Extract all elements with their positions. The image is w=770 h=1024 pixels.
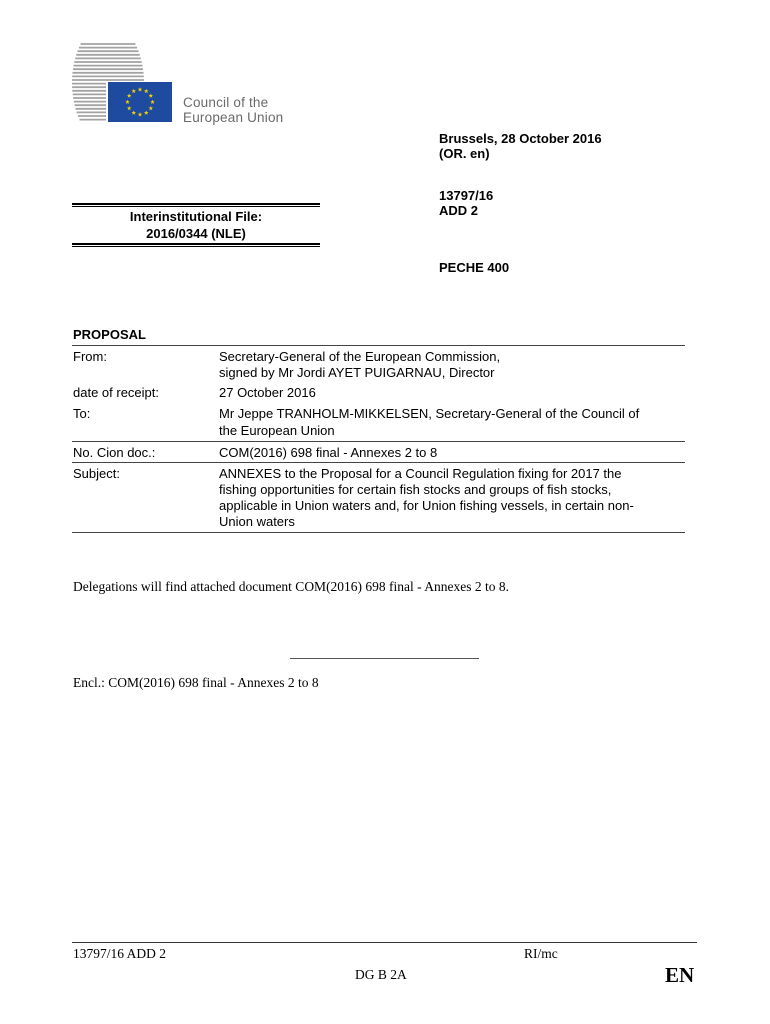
- to-value-line1: Mr Jeppe TRANHOLM-MIKKELSEN, Secretary-General of the Council of: [219, 406, 640, 421]
- org-name-line1: Council of the: [183, 95, 269, 110]
- from-label: From:: [73, 349, 107, 364]
- receipt-value: 27 October 2016: [219, 385, 316, 400]
- receipt-label: date of receipt:: [73, 385, 159, 400]
- interinstitutional-value: 2016/0344 (NLE): [146, 226, 246, 241]
- to-value-line2: the European Union: [219, 423, 335, 438]
- document-addendum: ADD 2: [439, 203, 479, 218]
- footer-initials: RI/mc: [524, 946, 558, 961]
- subject-value-line2: fishing opportunities for certain fish stocks and groups of fish stocks,: [219, 482, 612, 497]
- to-label: To:: [73, 406, 91, 421]
- from-value-line2: signed by Mr Jordi AYET PUIGARNAU, Director: [219, 365, 495, 380]
- from-value-line1: Secretary-General of the European Commission,: [219, 349, 501, 364]
- original-language: (OR. en): [439, 146, 490, 161]
- body-text: Delegations will find attached document COM(2016) 698 final - Annexes 2 to 8.: [73, 579, 510, 594]
- subject-label: Subject:: [73, 466, 120, 481]
- subject-value-line3: applicable in Union waters and, for Union fishing vessels, in certain non-: [219, 498, 634, 513]
- subject-value-line1: ANNEXES to the Proposal for a Council Regulation fixing for 2017 the: [219, 466, 622, 481]
- proposal-heading: PROPOSAL: [73, 327, 146, 342]
- table-top-rule: [72, 345, 685, 346]
- footer-department: DG B 2A: [355, 967, 407, 982]
- council-logo: [70, 38, 176, 128]
- interinstitutional-top-rule: [72, 203, 320, 207]
- interinstitutional-label: Interinstitutional File:: [129, 209, 263, 224]
- cion-doc-label: No. Cion doc.:: [73, 445, 156, 460]
- separator-rule: [290, 658, 479, 659]
- language-code: EN: [665, 963, 695, 987]
- footer-rule: [72, 942, 697, 943]
- footer-reference: 13797/16 ADD 2: [73, 946, 167, 961]
- subject-code: PECHE 400: [439, 260, 510, 275]
- enclosure-text: Encl.: COM(2016) 698 final - Annexes 2 to 8: [73, 675, 319, 690]
- table-bottom-rule: [72, 532, 685, 533]
- subject-value-line4: Union waters: [219, 514, 295, 529]
- table-rule: [72, 441, 685, 442]
- cion-doc-value: COM(2016) 698 final - Annexes 2 to 8: [219, 445, 438, 460]
- table-rule: [72, 462, 685, 463]
- place-date: Brussels, 28 October 2016: [439, 131, 602, 146]
- interinstitutional-bottom-rule: [72, 243, 320, 247]
- document-number: 13797/16: [439, 188, 494, 203]
- org-name-line2: European Union: [183, 110, 284, 125]
